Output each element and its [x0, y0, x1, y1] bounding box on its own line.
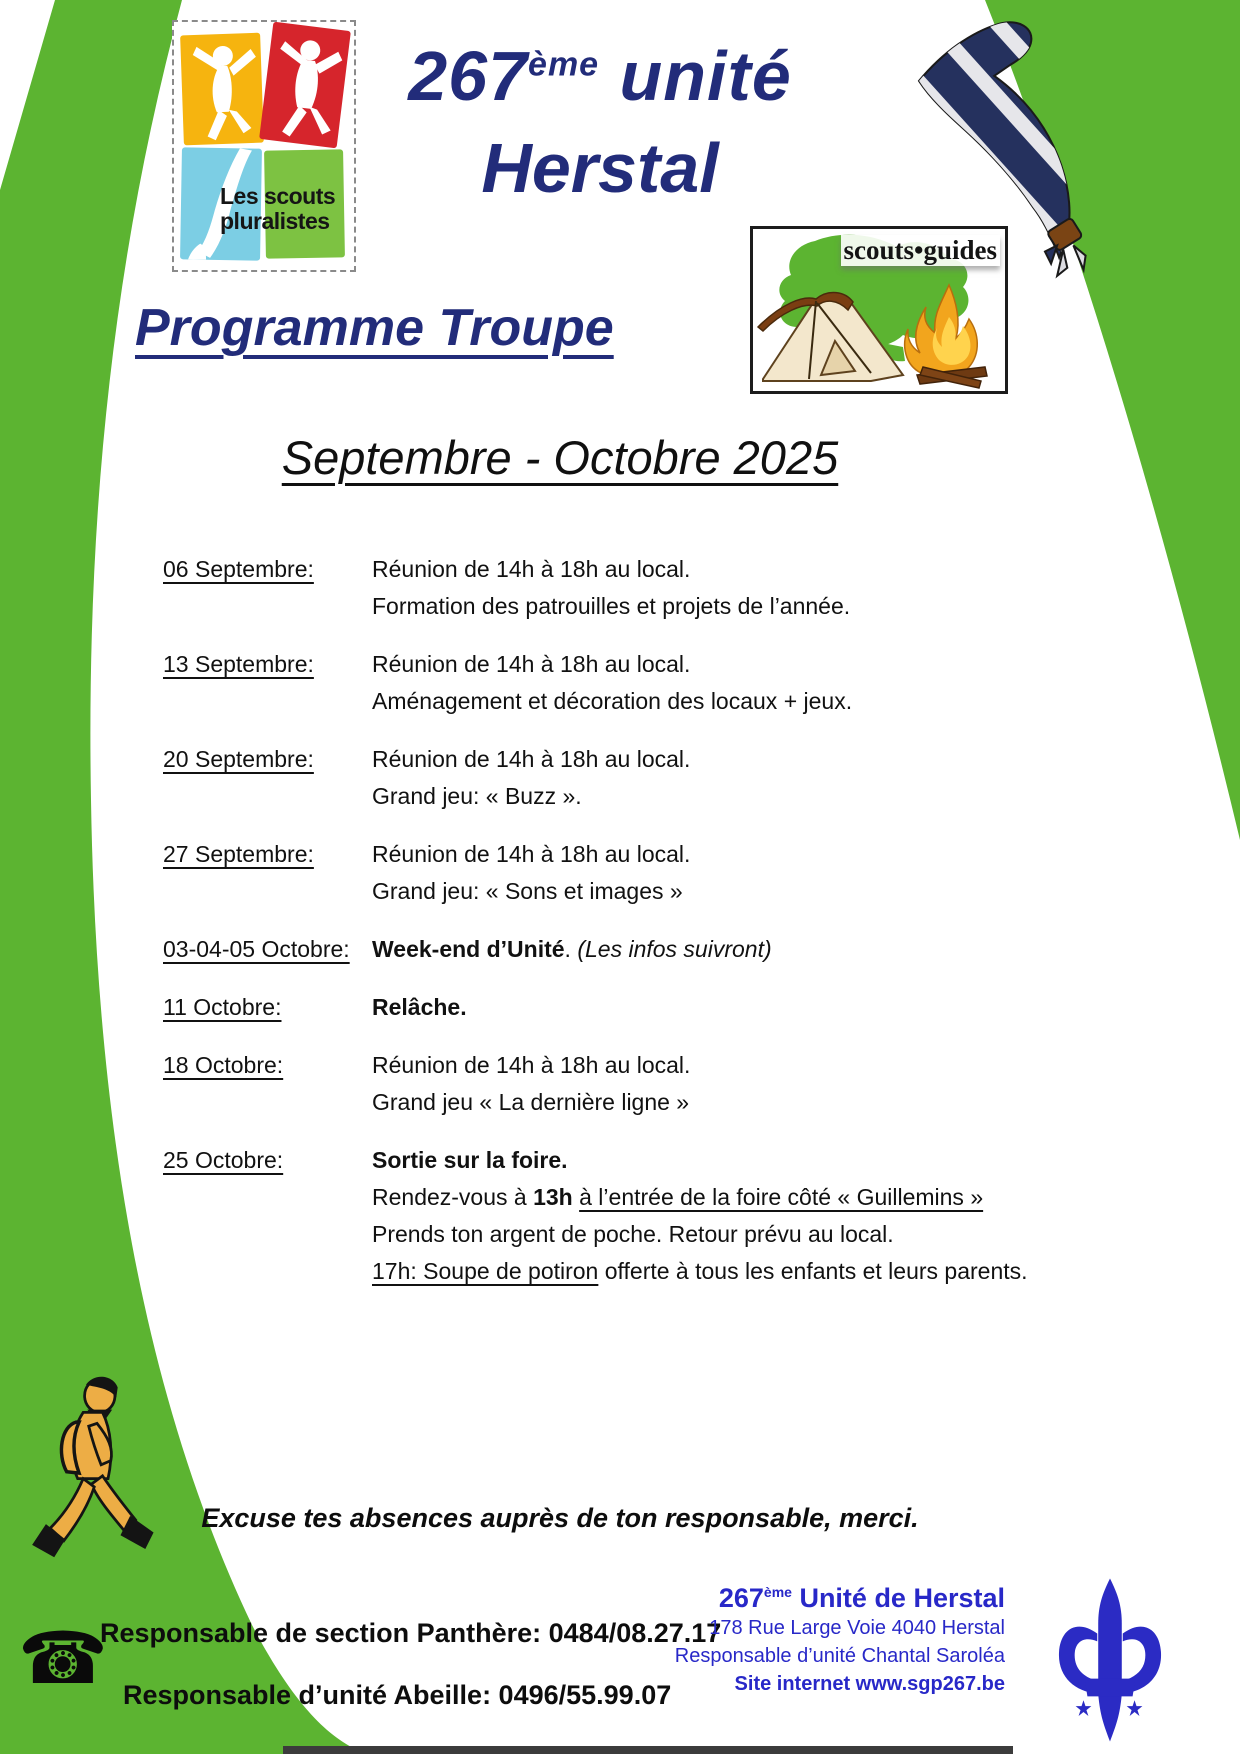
unit-address: 178 Rue Large Voie 4040 Herstal [709, 1617, 1005, 1639]
dancing-figure-icon [180, 33, 264, 146]
text-run: Réunion de 14h à 18h au local. [372, 651, 691, 677]
schedule-date [163, 646, 372, 720]
unit-website: Site internet www.sgp267.be [734, 1673, 1005, 1695]
text-run: (Les infos suivront) [577, 936, 772, 962]
text-run: Grand jeu: « Buzz ». [372, 783, 582, 809]
period-heading: Septembre - Octobre 2025 [281, 431, 839, 484]
schedule-line [372, 741, 1173, 778]
schedule-description [372, 646, 1173, 720]
scouts-guides-logo [750, 226, 1008, 394]
schedule-item [163, 1047, 1173, 1121]
schedule-description [372, 1047, 1173, 1121]
text-run: Réunion de 14h à 18h au local. [372, 556, 691, 582]
schedule-description [372, 1142, 1173, 1290]
text-run: Réunion de 14h à 18h au local. [372, 1052, 691, 1078]
schedule-line [372, 1047, 1173, 1084]
text-run: à l’entrée de la foire côté « Guillemins » [579, 1184, 984, 1210]
schedule-line [372, 1142, 1173, 1179]
phone-icon: ☎ [18, 1616, 108, 1700]
schedule-date-text: 20 Septembre: [163, 746, 314, 772]
schedule-line [372, 1253, 1173, 1290]
walking-scout-illustration [28, 1376, 166, 1584]
schedule-date [163, 836, 372, 910]
schedule-item [163, 931, 1173, 968]
schedule-date [163, 931, 372, 968]
wordmark-line2: pluralistes [220, 208, 330, 234]
schedule-description [372, 741, 1173, 815]
unit-word: unité [599, 37, 792, 115]
wordmark-line1: Les scouts [220, 183, 336, 209]
text-run: Aménagement et décoration des locaux + jeux. [372, 688, 853, 714]
schedule-date-text: 13 Septembre: [163, 651, 314, 677]
schedule-line [372, 836, 1173, 873]
absence-note: Excuse tes absences auprès de ton responsable, merci. [201, 1503, 919, 1533]
schedule-line [372, 873, 1173, 910]
schedule-description [372, 931, 1173, 968]
fleur-de-lis-icon [1056, 1572, 1164, 1748]
text-run: 13h [533, 1184, 573, 1210]
scouts-pluralistes-logo [172, 20, 356, 272]
title-line-city: Herstal [481, 129, 719, 207]
schedule-date [163, 989, 372, 1026]
schedule-item [163, 989, 1173, 1026]
section-contact: Responsable de section Panthère: 0484/08.27.17 [100, 1618, 722, 1648]
schedule-date [163, 1047, 372, 1121]
schedule-line [372, 646, 1173, 683]
text-run: Relâche. [372, 994, 467, 1020]
text-run: Réunion de 14h à 18h au local. [372, 841, 691, 867]
schedule-item [163, 836, 1173, 910]
text-run: Prends ton argent de poche. Retour prévu au local. [372, 1221, 894, 1247]
text-run: Réunion de 14h à 18h au local. [372, 746, 691, 772]
schedule-line [372, 931, 1173, 968]
text-run: Grand jeu: « Sons et images » [372, 878, 683, 904]
schedule-description [372, 989, 1173, 1026]
text-run: Sortie sur la foire. [372, 1147, 568, 1173]
schedule-item [163, 646, 1173, 720]
schedule-description [372, 551, 1173, 625]
text-run: Week-end d’Unité [372, 936, 565, 962]
schedule-date [163, 1142, 372, 1290]
bottom-scan-bar [283, 1746, 1013, 1754]
program-heading: Programme Troupe [135, 299, 614, 357]
schedule-item [163, 551, 1173, 625]
page-title [330, 30, 870, 214]
logo-yellow-tile [180, 33, 264, 146]
text-run: . [564, 936, 578, 962]
text-run: offerte à tous les enfants et leurs parents. [598, 1258, 1028, 1284]
unit-ordinal-suffix: ème [528, 45, 600, 84]
text-run: Grand jeu « La dernière ligne » [372, 1089, 690, 1115]
title-line-unit [330, 30, 870, 122]
schedule-date-text: 27 Septembre: [163, 841, 314, 867]
scouts-pluralistes-wordmark [220, 184, 335, 234]
unit-info-block [600, 1576, 1005, 1698]
text-run: 17h: Soupe de potiron [372, 1258, 599, 1284]
schedule-line [372, 551, 1173, 588]
schedule-date-text: 25 Octobre: [163, 1147, 284, 1173]
text-run: Formation des patrouilles et projets de l’année. [372, 593, 851, 619]
schedule-date-text: 03-04-05 Octobre: [163, 936, 350, 962]
schedule-line [372, 683, 1173, 720]
schedule-line [372, 1179, 1173, 1216]
schedule [163, 551, 1173, 1311]
unit-info-ordinal: ème [763, 1584, 792, 1600]
unit-responsable: Responsable d’unité Chantal Saroléa [674, 1645, 1005, 1667]
schedule-date [163, 741, 372, 815]
schedule-line [372, 588, 1173, 625]
unit-number: 267 [408, 37, 529, 115]
schedule-description [372, 836, 1173, 910]
unit-info-name: Unité de Herstal [791, 1583, 1005, 1613]
schedule-line [372, 778, 1173, 815]
schedule-date-text: 18 Octobre: [163, 1052, 284, 1078]
schedule-line [372, 1216, 1173, 1253]
schedule-item [163, 1142, 1173, 1290]
schedule-date [163, 551, 372, 625]
text-run: Rendez-vous à [372, 1184, 534, 1210]
schedule-date-text: 11 Octobre: [163, 994, 282, 1020]
unit-contact: Responsable d’unité Abeille: 0496/55.99.07 [123, 1680, 672, 1710]
schedule-line [372, 1084, 1173, 1121]
schedule-line [372, 989, 1173, 1026]
schedule-item [163, 741, 1173, 815]
unit-info-number: 267 [718, 1583, 764, 1613]
scouts-guides-wordmark: scouts•guides [841, 235, 1000, 266]
unit-info-title [600, 1576, 1005, 1614]
schedule-date-text: 06 Septembre: [163, 556, 314, 582]
